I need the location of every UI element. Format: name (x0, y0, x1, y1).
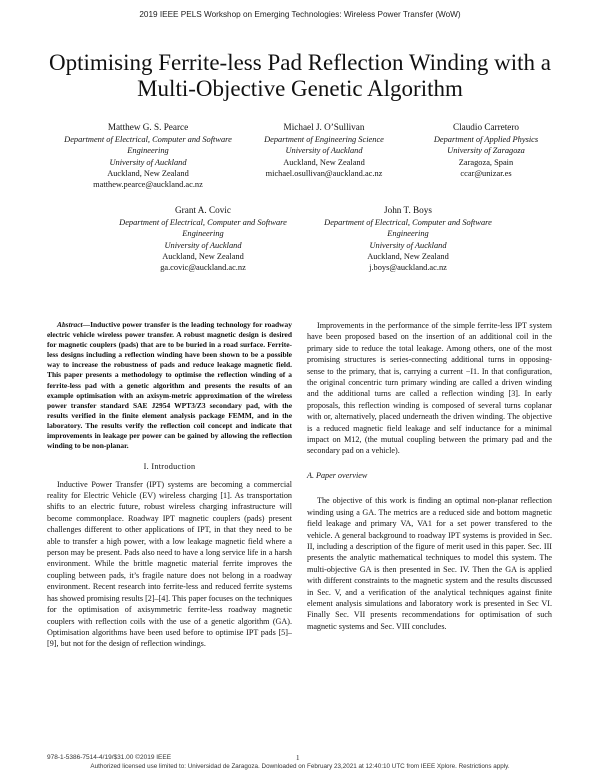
right-column (307, 320, 552, 632)
isbn-footer: 978-1-5386-7514-4/19/$31.00 ©2019 IEEE (47, 754, 172, 761)
abstract (47, 320, 292, 451)
author-block (43, 121, 253, 190)
page-number: 1 (296, 754, 300, 762)
abstract-lead: Abstract— (57, 320, 91, 329)
author-email: michael.osullivan@auckland.ac.nz (265, 168, 383, 178)
author-block (398, 121, 574, 179)
author-name: Grant A. Covic (175, 205, 231, 215)
author-block (318, 204, 498, 273)
author-city: Auckland, New Zealand (162, 251, 244, 261)
overview-paragraph: The objective of this work is finding an optimal non-planar reflection winding using a GA. The metrics are a reduced side and bottom magnetic field leakage and primary VA, VA1 for a set power transfered to the vehicle. A general background to roadway IPT systems is provided in Sec. II, including a description of the figure of merit used in this paper. Sec. III presents the analytic mathematical techniques to model this system. The multi-objective GA is then presented in Sec. IV. Then the GA is applied with different constraints to the magnetic system and the results discussed in Sec. V, and a verification of the analytical techniques against finite element analysis simulations and laboratory work is presented in Sec VI. Finally Sec. VII presents recommendations for optimisation of such magnetic systems and Sec. VIII concludes. (307, 496, 552, 631)
author-university: University of Auckland (369, 240, 447, 250)
author-city: Auckland, New Zealand (283, 157, 365, 167)
author-department: Department of Electrical, Computer and Software Engineering (119, 218, 287, 239)
author-university: University of Auckland (109, 157, 187, 167)
introduction-paragraph-2: Improvements in the performance of the simple ferrite-less IPT system have been proposed based on the insertion of an additional coil in the primary side to reduce the total leakage. Among others, one of the most promising structures is series-connecting additional turns in opposing-sense to the primary, that is, carrying a current −I1. In that configuration, the original concentric turn primary winding are called a driven winding and the additional turns are called a reflection winding [3]. In early proposals, this reflection winding is composed of several turns coplanar with or, alternatively, placed underneath the driven winding. The objective is a reduced magnetic field leakage and self inductance for a minimal impact on M12, (the mutual coupling between the primary pad and the secondary pad on a vehicle). (307, 321, 552, 456)
author-department: Department of Electrical, Computer and Software Engineering (64, 135, 232, 156)
author-email: ccar@unizar.es (460, 168, 512, 178)
abstract-text: Inductive power transfer is the leading technology for roadway electric vehicle wireless power transfer. A robust magnetic design is desired for magnetic couplers (pads) that are to be buried in a road surface. Ferrite-less designs including a reflection winding have been shown to be a possible way to increase the robustness of pads and reduce leakage magnetic field. This paper presents a methodology to optimise the reflection winding of a ferrite-less pad with a genetic algorithm and presents the results of an example optimisation with an axisym-metric approximation of the wireless power transfer standard SAE J2954 WPT3/Z3 secondary pad, with the results verified in the finite element analysis package FEMM, and in the laboratory. The results verify the reflection coil concept and indicate that improvements in leakage per power can be gained by allowing the reflection winding to be non-planar. (47, 320, 292, 451)
author-block (226, 121, 422, 179)
author-block (113, 204, 293, 273)
author-city: Auckland, New Zealand (107, 168, 189, 178)
paper-title: Optimising Ferrite-less Pad Reflection Winding with a Multi-Objective Genetic Algorithm (48, 50, 552, 101)
license-footer: Authorized licensed use limited to: Universidad de Zaragoza. Downloaded on February 23,2021 at 12:40:10 UTC from IEEE Xplore. Restrictions apply. (90, 763, 510, 770)
author-email: ga.covic@auckland.ac.nz (160, 263, 246, 273)
author-email: j.boys@auckland.ac.nz (369, 263, 447, 273)
author-city: Zaragoza, Spain (458, 157, 514, 167)
author-department: Department of Electrical, Computer and Software Engineering (324, 218, 492, 239)
author-university: University of Auckland (285, 146, 363, 156)
section-heading-introduction: I. Introduction (143, 462, 196, 472)
author-university: University of Auckland (164, 240, 242, 250)
author-department: Department of Applied Physics (433, 135, 539, 144)
author-city: Auckland, New Zealand (367, 251, 449, 261)
author-name: Matthew G. S. Pearce (107, 122, 189, 132)
author-name: John T. Boys (384, 205, 432, 215)
author-name: Michael J. O’Sullivan (283, 122, 365, 132)
conference-header: 2019 IEEE PELS Workshop on Emerging Technologies: Wireless Power Transfer (WoW) (139, 10, 461, 19)
author-email: matthew.pearce@auckland.ac.nz (93, 180, 203, 190)
author-department: Department of Engineering Science (264, 135, 384, 144)
subsection-heading-overview: A. Paper overview (307, 470, 368, 480)
left-column (47, 320, 292, 650)
introduction-paragraph: Inductive Power Transfer (IPT) systems are becoming a commercial reality for Electric Vehicle (EV) wireless charging [1]. As transportation shifts to an electric future, robust wireless charging infrastructure will become commonplace. Roadway IPT magnetic couplers (pads) present challenges different to other applications of IPT, in that they need to be able to transfer a high power, with a low leakage magnetic field where a person may be present. Pads also need to have a long service life in a harsh environment. While the brittle magnetic material ferrite improves the coupling between pads, it’s fragile nature does not belong in a roadway environment. Recent research into ferrite-less and reduced ferrite systems has showed promising results [2]–[4]. This paper focuses on the techniques for the optimisation of axisymmetric ferrite-less roadway magnetic couplers with reflection coils with the use of a genetic algorithm (GA). Optimisation algorithms have been used before to optimise IPT pads [5]–[9], but not for the design of reflection windings. (47, 479, 292, 649)
author-university: University of Zaragoza (447, 146, 525, 156)
author-name: Claudio Carretero (452, 122, 520, 132)
